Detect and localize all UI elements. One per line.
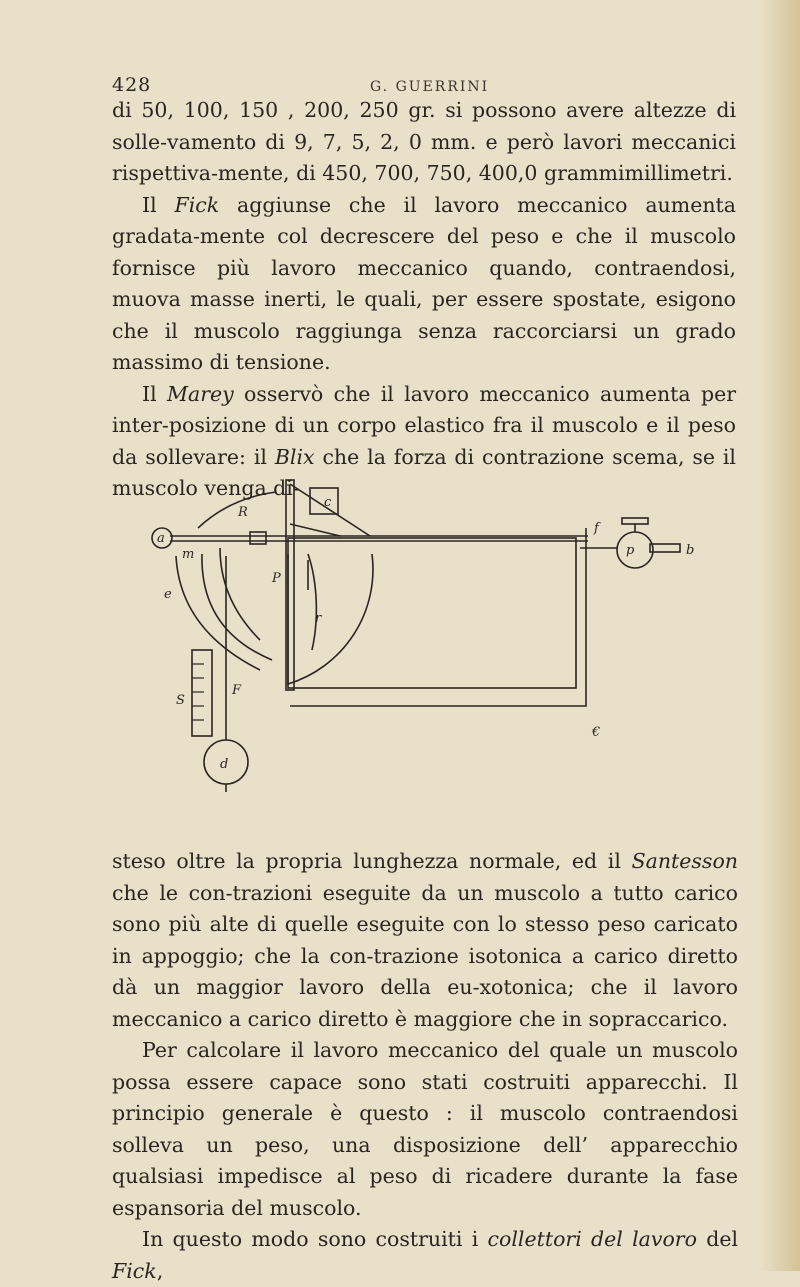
- sector-arc-large: [288, 554, 373, 684]
- text-run: di 50, 100, 150 , 200, 250 gr. si possono avere altezze di solle-vamento di 9, 7, 5, 2, 0 mm. e però lavori meccanici rispettiva-mente, di 450, 700, 750, 400,0 grammimillimetri.: [112, 98, 736, 185]
- text-block-top: [112, 95, 736, 505]
- label-a: a: [157, 531, 165, 546]
- text-run: steso oltre la propria lunghezza normale, ed il: [112, 849, 632, 873]
- author-name: Santesson: [631, 849, 738, 873]
- sector-arc-small: [308, 554, 316, 650]
- label-F: F: [232, 683, 242, 698]
- page-edge-shading: [760, 0, 800, 1271]
- diagonal-arm-2: [290, 524, 340, 536]
- author-name: Fick: [112, 1258, 157, 1283]
- text-run: In questo modo sono costruiti i: [142, 1227, 488, 1251]
- italic-term: collettori del lavoro: [487, 1227, 697, 1251]
- paragraph: [112, 1224, 738, 1287]
- label-d: d: [220, 757, 229, 772]
- label-C: €: [592, 725, 601, 740]
- text-run: Il: [142, 192, 175, 217]
- apparatus-diagram: [140, 470, 720, 800]
- pulley-mount: [622, 518, 648, 524]
- rod-b: [650, 544, 680, 552]
- label-r: r: [315, 611, 322, 626]
- text-run: osservò che il lavoro meccanico aumenta per inter-posizione di un corpo elastico fra il muscolo e il peso da sollevare: il: [112, 381, 736, 469]
- inner-frame: [288, 538, 576, 688]
- label-S: S: [176, 693, 185, 708]
- running-head: G. GUERRINI: [370, 79, 490, 95]
- author-name: Fick: [174, 192, 220, 217]
- label-e: e: [164, 587, 172, 602]
- label-f: f: [594, 521, 599, 536]
- arc-R: [198, 492, 276, 528]
- text-run: che la forza di contrazione scema, se il muscolo venga di-: [112, 444, 736, 500]
- hanging-arc-inner: [202, 554, 272, 660]
- author-name: Blix: [274, 444, 315, 469]
- label-P: P: [272, 571, 281, 586]
- label-b: b: [686, 543, 695, 558]
- text-run: che le con-trazioni eseguite da un muscolo a tutto carico sono più alte di quelle eseguite con lo stesso peso caricato in appoggio; che la con-trazione isotonica a carico diretto dà un maggior lavoro della eu-xotonica; che il lavoro meccanico a carico diretto è maggiore che in sopraccarico.: [112, 880, 738, 1031]
- text-run: aggiunse che il lavoro meccanico aumenta gradata-mente col decrescere del peso e che il muscolo fornisce più lavoro meccanico quando, contraendosi, muova masse inerti, le quali, per essere spostate, esigono che il muscolo raggiunga senza raccorciarsi un grado massimo di tensione.: [112, 192, 736, 374]
- hanging-arc: [176, 556, 260, 670]
- label-p: p: [626, 543, 635, 558]
- paragraph: [112, 95, 736, 190]
- paragraph: [112, 1035, 738, 1224]
- text-block-bottom: [112, 846, 738, 1287]
- scale-S: [192, 650, 212, 736]
- diagonal-arm: [290, 484, 370, 536]
- outer-frame: [290, 528, 586, 706]
- label-c: c: [324, 495, 332, 510]
- text-run: del: [696, 1227, 739, 1251]
- page-number: 428: [112, 74, 152, 96]
- author-name: Marey: [166, 381, 234, 406]
- pulley-p: [617, 532, 653, 568]
- paragraph: [112, 190, 736, 379]
- text-run: Per calcolare il lavoro meccanico del quale un muscolo possa essere capace sono stati costruiti apparecchi. Il principio generale è questo : il muscolo contraendosi solleva un peso, una disposizione dell’ apparecchio qualsiasi impedisce al peso di ricadere durante la fase espansoria del muscolo.: [112, 1038, 738, 1220]
- label-R: R: [238, 505, 248, 520]
- text-run: Il: [142, 381, 167, 406]
- clamp: [250, 532, 266, 544]
- apparatus-figure: [140, 470, 720, 800]
- paragraph: [112, 846, 738, 1035]
- label-m: m: [182, 547, 195, 562]
- text-run: ,: [156, 1258, 164, 1283]
